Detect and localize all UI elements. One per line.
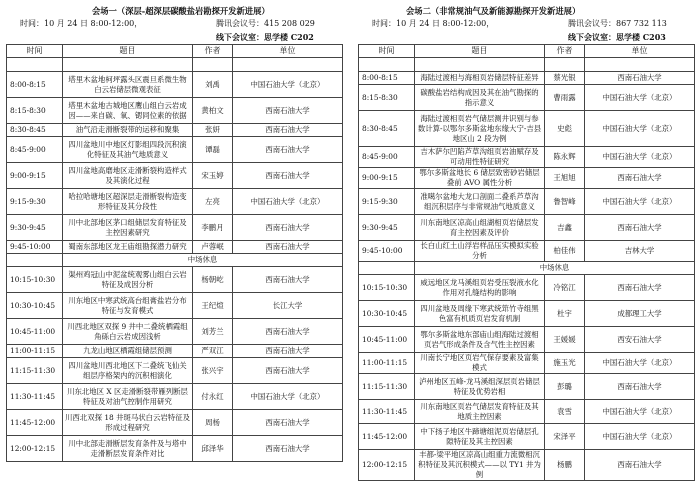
cell-author: 杨朝屹 [193,267,233,293]
cell-title: 哈拉哈塘地区超深层走滑断裂构造变形特征及其分段性 [63,189,193,215]
table-row [7,241,343,254]
break-row [359,262,695,275]
cell-author: 吉鑫 [545,215,585,241]
cell-author: 周杨 [193,410,233,436]
cell-author: 谭磊 [193,137,233,163]
cell-author: 李鹏月 [193,215,233,241]
cell-title: 鄂尔多斯盆地东部庙山组海陆过渡相页岩气形成条件及含气性主控因素 [415,327,545,353]
table-row [359,111,695,147]
cell-time: 10:30-10:45 [7,293,63,319]
cell-author [545,58,585,72]
table-row [7,319,343,345]
table-row [359,327,695,353]
cell-unit: 中国石油大学（北京） [585,353,695,374]
cell-time: 11:00-11:15 [359,353,415,374]
table-row [359,58,695,72]
cell-unit: 中国石油大学（北京） [585,189,695,215]
cell-unit: 中国石油大学（北京） [233,72,343,98]
cell-title: 川东南地区页岩气储层发育特征及其地质主控因素 [415,400,545,424]
intermission-label: 中场休息 [63,254,343,267]
cell-author: 彭璐 [545,374,585,400]
cell-time: 10:15-10:30 [7,267,63,293]
cell-unit: 西南石油大学 [233,358,343,384]
cell-title: 川南长宁地区页岩气保存要素及富集模式 [415,353,545,374]
session-time: 时间：10 月 24 日 8:00-12:00， [20,19,143,28]
table-row [7,189,343,215]
offline-room: 线下会议室：思学楼 C202 [216,32,314,42]
cell-time: 10:30-10:45 [359,301,415,327]
table-row [359,72,695,85]
cell-time: 12:00-12:15 [7,436,63,462]
header-unit: 单位 [585,45,695,58]
cell-author: 左亮 [193,189,233,215]
cell-time [359,262,415,275]
table-row [7,98,343,124]
schedule-table [358,44,695,481]
cell-title: 川东北地区 X 区走滑断裂带雁列断层特征及对油气控制作用研究 [63,384,193,410]
cell-unit: 中国石油大学（北京） [585,111,695,147]
cell-time: 11:15-11:30 [7,358,63,384]
session-1-panel [6,4,342,462]
cell-unit: 西南石油大学 [233,345,343,358]
session-title: 会场二（非常规油气及新能源勘探开发新进展） [406,6,581,16]
cell-time: 10:15-10:30 [359,275,415,301]
cell-author: 卢蓉岷 [193,241,233,254]
tencent-meeting-id: 腾讯会议号：415 208 029 [216,19,315,28]
cell-author: 王纪煊 [193,293,233,319]
cell-time: 10:45-11:00 [359,327,415,353]
table-row [7,267,343,293]
table-row [359,85,695,111]
cell-author: 刘芳兰 [193,319,233,345]
cell-unit: 吉林大学 [585,241,695,262]
cell-unit: 西南石油大学 [585,374,695,400]
cell-time: 11:30-11:45 [7,384,63,410]
cell-time: 9:30-9:45 [359,215,415,241]
offline-room: 线下会议室：思学楼 C203 [568,32,666,42]
cell-title: 中下扬子地区牛蹄塘组泥页岩储层孔隙特征及其主控因素 [415,424,545,450]
cell-author: 鲁智峰 [545,189,585,215]
cell-title: 油气沿走滑断裂带的运移和聚集 [63,124,193,137]
schedule-table [6,44,343,462]
cell-unit: 西南石油大学 [585,450,695,481]
cell-author: 张妍 [193,124,233,137]
cell-author: 陈永辉 [545,147,585,168]
cell-unit: 西南石油大学 [233,241,343,254]
cell-time: 9:15-9:30 [7,189,63,215]
cell-title: 川西北双探 18 井斑马状白云岩特征及形成过程研究 [63,410,193,436]
cell-title: 川中北部走滑断层发育条件及与塔中走滑断层发育条件对比 [63,436,193,462]
cell-title: 海陆过渡相与海相页岩储层特征差异 [415,72,545,85]
header-unit: 单位 [233,45,343,58]
table-row [7,293,343,319]
cell-time: 9:45-10:00 [359,241,415,262]
cell-unit: 西南石油大学 [585,168,695,189]
table-row [7,358,343,384]
cell-author: 史彪 [545,111,585,147]
table-row [359,189,695,215]
cell-author: 杨鹏 [545,450,585,481]
cell-title: 塔里木盆地古城地区鹰山组白云岩成因——来自碳、氧、锶同位素的依据 [63,98,193,124]
cell-title: 海陆过渡相页岩气储层测井识别与参数计算-以鄂尔多斯盆地东缘大宁-吉县地区山 2 段为例 [415,111,545,147]
cell-time: 8:00-8:15 [7,72,63,98]
cell-author [193,58,233,72]
table-row [7,345,343,358]
cell-title: 蜀南东部地区龙王庙组勘探潜力研究 [63,241,193,254]
table-row [359,353,695,374]
cell-unit: 西南石油大学 [233,163,343,189]
table-row [359,400,695,424]
cell-unit: 西南石油大学 [233,98,343,124]
cell-title: 四川盆地川西北地区下二叠统飞仙关组层序格架内的沉积相演化 [63,358,193,384]
cell-unit: 西南石油大学 [233,124,343,137]
table-row [359,374,695,400]
table-row [359,168,695,189]
table-row [359,215,695,241]
cell-unit [233,58,343,72]
cell-author: 施玉光 [545,353,585,374]
cell-title: 准噶尔盆地大龙口剖面二叠系芦草沟组沉积层序与非常规油气地质意义 [415,189,545,215]
cell-unit: 长江大学 [233,293,343,319]
cell-title: 威远地区龙马溪组页岩受压裂液水化作用对孔缝结构的影响 [415,275,545,301]
cell-time: 9:15-9:30 [359,189,415,215]
cell-time: 11:15-11:30 [359,374,415,400]
table-row [7,384,343,410]
cell-author: 付永红 [193,384,233,410]
table-row [359,450,695,481]
header-title: 题目 [415,45,545,58]
session-title: 会场一（深层-超深层碳酸盐岩勘探开发新进展） [92,6,270,16]
cell-author: 邱泽华 [193,436,233,462]
cell-title: 四川盆地及周缘下寒武统筇竹寺组黑色富有机质页岩发育机制 [415,301,545,327]
cell-title: 九龙山地区栖霞组储层预测 [63,345,193,358]
cell-title: 吉木萨尔凹陷芦草沟组页岩油赋存及可动用性特征研究 [415,147,545,168]
cell-time: 11:45-12:00 [7,410,63,436]
cell-title: 四川盆地川中地区灯影组四段沉积演化特征及其油气地质意义 [63,137,193,163]
header-time: 时间 [359,45,415,58]
table-row [359,147,695,168]
cell-title: 川中北部地区茅口组储层发育特征及主控因素研究 [63,215,193,241]
cell-author: 柏佳伟 [545,241,585,262]
cell-title: 鄂尔多斯盆地长 6 储层致密砂岩储层叠前 AVO 属性分析 [415,168,545,189]
table-row [7,124,343,137]
cell-author: 杜宇 [545,301,585,327]
cell-time [7,254,63,267]
cell-time [7,58,63,72]
table-row [359,301,695,327]
cell-title: 渠州鸡冠山中泥盆统观雾山组白云岩特征及成因分析 [63,267,193,293]
table-row [359,241,695,262]
cell-unit: 西南石油大学 [233,319,343,345]
cell-unit: 西南石油大学 [233,137,343,163]
cell-time: 9:30-9:45 [7,215,63,241]
cell-time: 9:45-10:00 [7,241,63,254]
table-row [7,410,343,436]
session-2-panel [358,4,694,481]
cell-author: 宋泽平 [545,424,585,450]
cell-title [63,58,193,72]
cell-unit [585,58,695,72]
cell-time: 8:45-9:00 [7,137,63,163]
cell-unit: 西南石油大学 [585,275,695,301]
cell-time: 9:00-9:15 [7,163,63,189]
cell-unit: 中国石油大学（北京） [233,189,343,215]
cell-title: 川东地区中寒武统高台组膏盐岩分布特征与发育模式 [63,293,193,319]
table-row [7,163,343,189]
cell-title: 塔里木盆地柯坪露头区震旦系微生物白云岩储层微观表征 [63,72,193,98]
cell-unit: 成都理工大学 [585,301,695,327]
cell-title: 四川盆地高磨地区走滑断裂构造样式及其演化过程 [63,163,193,189]
cell-unit: 中国石油大学（北京） [585,85,695,111]
tencent-meeting-id: 腾讯会议号：867 732 113 [568,19,667,28]
cell-unit: 西南石油大学 [233,215,343,241]
cell-time: 8:15-8:30 [359,85,415,111]
cell-title: 川西北地区双探 9 井中二叠统栖霞组角砾白云岩成因浅析 [63,319,193,345]
header-author: 作者 [545,45,585,58]
cell-time: 11:30-11:45 [359,400,415,424]
cell-author: 蔡光银 [545,72,585,85]
cell-title: 泸州地区五峰-龙马溪组深层页岩储层特征及优势岩相 [415,374,545,400]
cell-title: 丰都-梁平地区凉高山组重力流微相沉积特征及其沉积模式——以 TY1 井为例 [415,450,545,481]
cell-time: 11:00-11:15 [7,345,63,358]
cell-author: 宋玉婷 [193,163,233,189]
cell-unit: 中国石油大学（北京） [585,424,695,450]
cell-time: 11:45-12:00 [359,424,415,450]
cell-title [415,58,545,72]
session-header [6,4,342,44]
cell-unit: 西安石油大学 [585,327,695,353]
table-row [7,58,343,72]
cell-author: 袁雪 [545,400,585,424]
cell-title: 碳酸盐岩结构成因及其在油气勘探的指示意义 [415,85,545,111]
cell-unit: 西南石油大学 [233,410,343,436]
cell-title: 长白山红土山浮岩样品压实模拟实验分析 [415,241,545,262]
cell-unit: 西南石油大学 [233,267,343,293]
cell-author: 刘禹 [193,72,233,98]
cell-time: 8:30-8:45 [7,124,63,137]
session-time: 时间：10 月 24 日 8:00-12:00， [372,19,495,28]
cell-time: 9:00-9:15 [359,168,415,189]
cell-unit: 西南石油大学 [233,436,343,462]
intermission-label: 中场休息 [415,262,695,275]
header-author: 作者 [193,45,233,58]
table-row [7,137,343,163]
cell-author: 王旭旭 [545,168,585,189]
break-row [7,254,343,267]
table-row [359,424,695,450]
cell-author: 曹雨露 [545,85,585,111]
cell-unit: 中国石油大学（北京） [585,400,695,424]
cell-unit: 西南石油大学 [585,215,695,241]
cell-time: 8:00-8:15 [359,72,415,85]
cell-author: 严双江 [193,345,233,358]
cell-time [359,58,415,72]
cell-author: 王媛媛 [545,327,585,353]
cell-author: 黄柏文 [193,98,233,124]
table-row [359,275,695,301]
session-header [358,4,694,44]
cell-author: 张兴宇 [193,358,233,384]
cell-time: 8:30-8:45 [359,111,415,147]
cell-time: 12:00-12:15 [359,450,415,481]
cell-author: 冷铭江 [545,275,585,301]
cell-time: 8:45-9:00 [359,147,415,168]
cell-title: 川东南地区凉高山组湖相页岩储层发育主控因素及评价 [415,215,545,241]
cell-time: 8:15-8:30 [7,98,63,124]
cell-unit: 西南石油大学 [585,72,695,85]
table-row [7,72,343,98]
table-header-row [7,45,343,58]
cell-unit: 中国石油大学（北京） [233,384,343,410]
cell-unit: 中国石油大学（北京） [585,147,695,168]
header-time: 时间 [7,45,63,58]
table-row [7,215,343,241]
cell-time: 10:45-11:00 [7,319,63,345]
table-row [7,436,343,462]
schedule-body [7,58,343,462]
table-header-row [359,45,695,58]
header-title: 题目 [63,45,193,58]
schedule-body [359,58,695,481]
